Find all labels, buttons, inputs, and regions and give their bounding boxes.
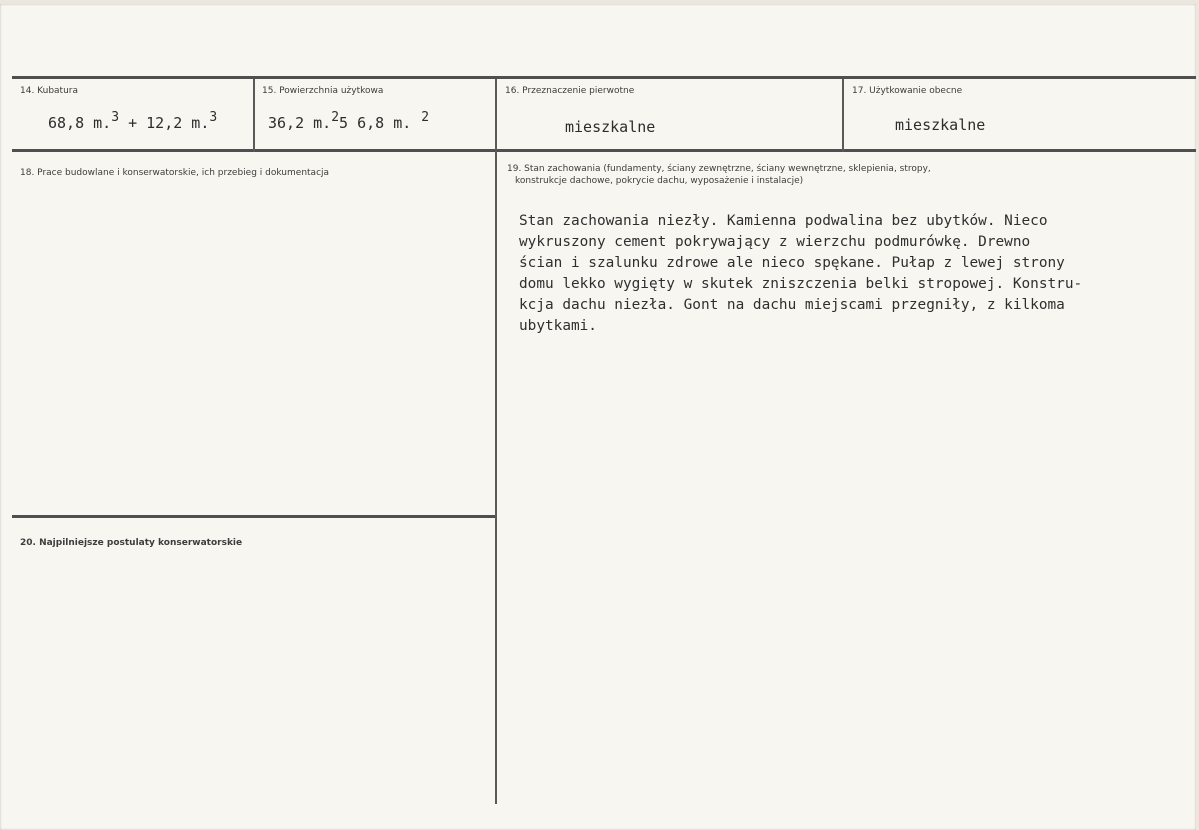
field-19-text-line: Stan zachowania niezły. Kamienna podwalina bez ubytków. Nieco	[519, 213, 1048, 229]
field-19-text-line: ścian i szalunku zdrowe ale nieco spękane. Pułap z lewej strony	[519, 255, 1065, 271]
field-19-label-line2: konstrukcje dachowe, pokrycie dachu, wyposażenie i instalacje)	[515, 176, 804, 186]
field-16-value: mieszkalne	[565, 118, 656, 136]
field-15-sup-a: 2	[331, 110, 340, 125]
field-15-value-b: 5 6,8 m.	[339, 114, 412, 132]
field-19-text-line: ubytkami.	[519, 318, 597, 334]
field-16-label: 16. Przeznaczenie pierwotne	[505, 86, 635, 96]
divider-14-15	[253, 79, 255, 152]
form-sheet	[0, 4, 1196, 830]
field-15-label: 15. Powierzchnia użytkowa	[262, 86, 384, 96]
field-14-value-a: 68,8 m.	[48, 114, 112, 132]
field-17-value: mieszkalne	[895, 116, 986, 134]
field-14-value-b: + 12,2 m.	[128, 114, 210, 132]
field-15-value-a: 36,2 m.	[268, 114, 332, 132]
top-rule	[12, 76, 1196, 79]
field-14-sup-b: 3	[209, 110, 218, 125]
field-19-text-line: domu lekko wygięty w skutek zniszczenia belki stropowej. Konstru-	[519, 276, 1083, 292]
field-15-sup-b: 2	[421, 110, 430, 125]
field-14-sup-a: 3	[111, 110, 120, 125]
section-20-rule	[12, 515, 495, 518]
middle-rule	[12, 149, 1196, 152]
field-15-value	[268, 110, 430, 132]
field-19-text	[519, 211, 1082, 337]
field-19-label-line1: 19. Stan zachowania (fundamenty, ściany zewnętrzne, ściany wewnętrzne, sklepienia, stropy,	[507, 164, 931, 174]
field-17-label: 17. Użytkowanie obecne	[852, 86, 963, 96]
field-14-label: 14. Kubatura	[20, 86, 79, 96]
field-19-text-line: kcja dachu niezła. Gont na dachu miejscami przegniły, z kilkoma	[519, 297, 1065, 313]
field-20-label: 20. Najpilniejsze postulaty konserwatorskie	[20, 538, 243, 548]
divider-15-16	[495, 79, 497, 804]
field-14-value	[48, 110, 218, 132]
divider-16-17	[842, 79, 844, 152]
field-19-text-line: wykruszony cement pokrywający z wierzchu podmurówkę. Drewno	[519, 234, 1031, 250]
field-18-label: 18. Prace budowlane i konserwatorskie, ich przebieg i dokumentacja	[20, 168, 330, 178]
